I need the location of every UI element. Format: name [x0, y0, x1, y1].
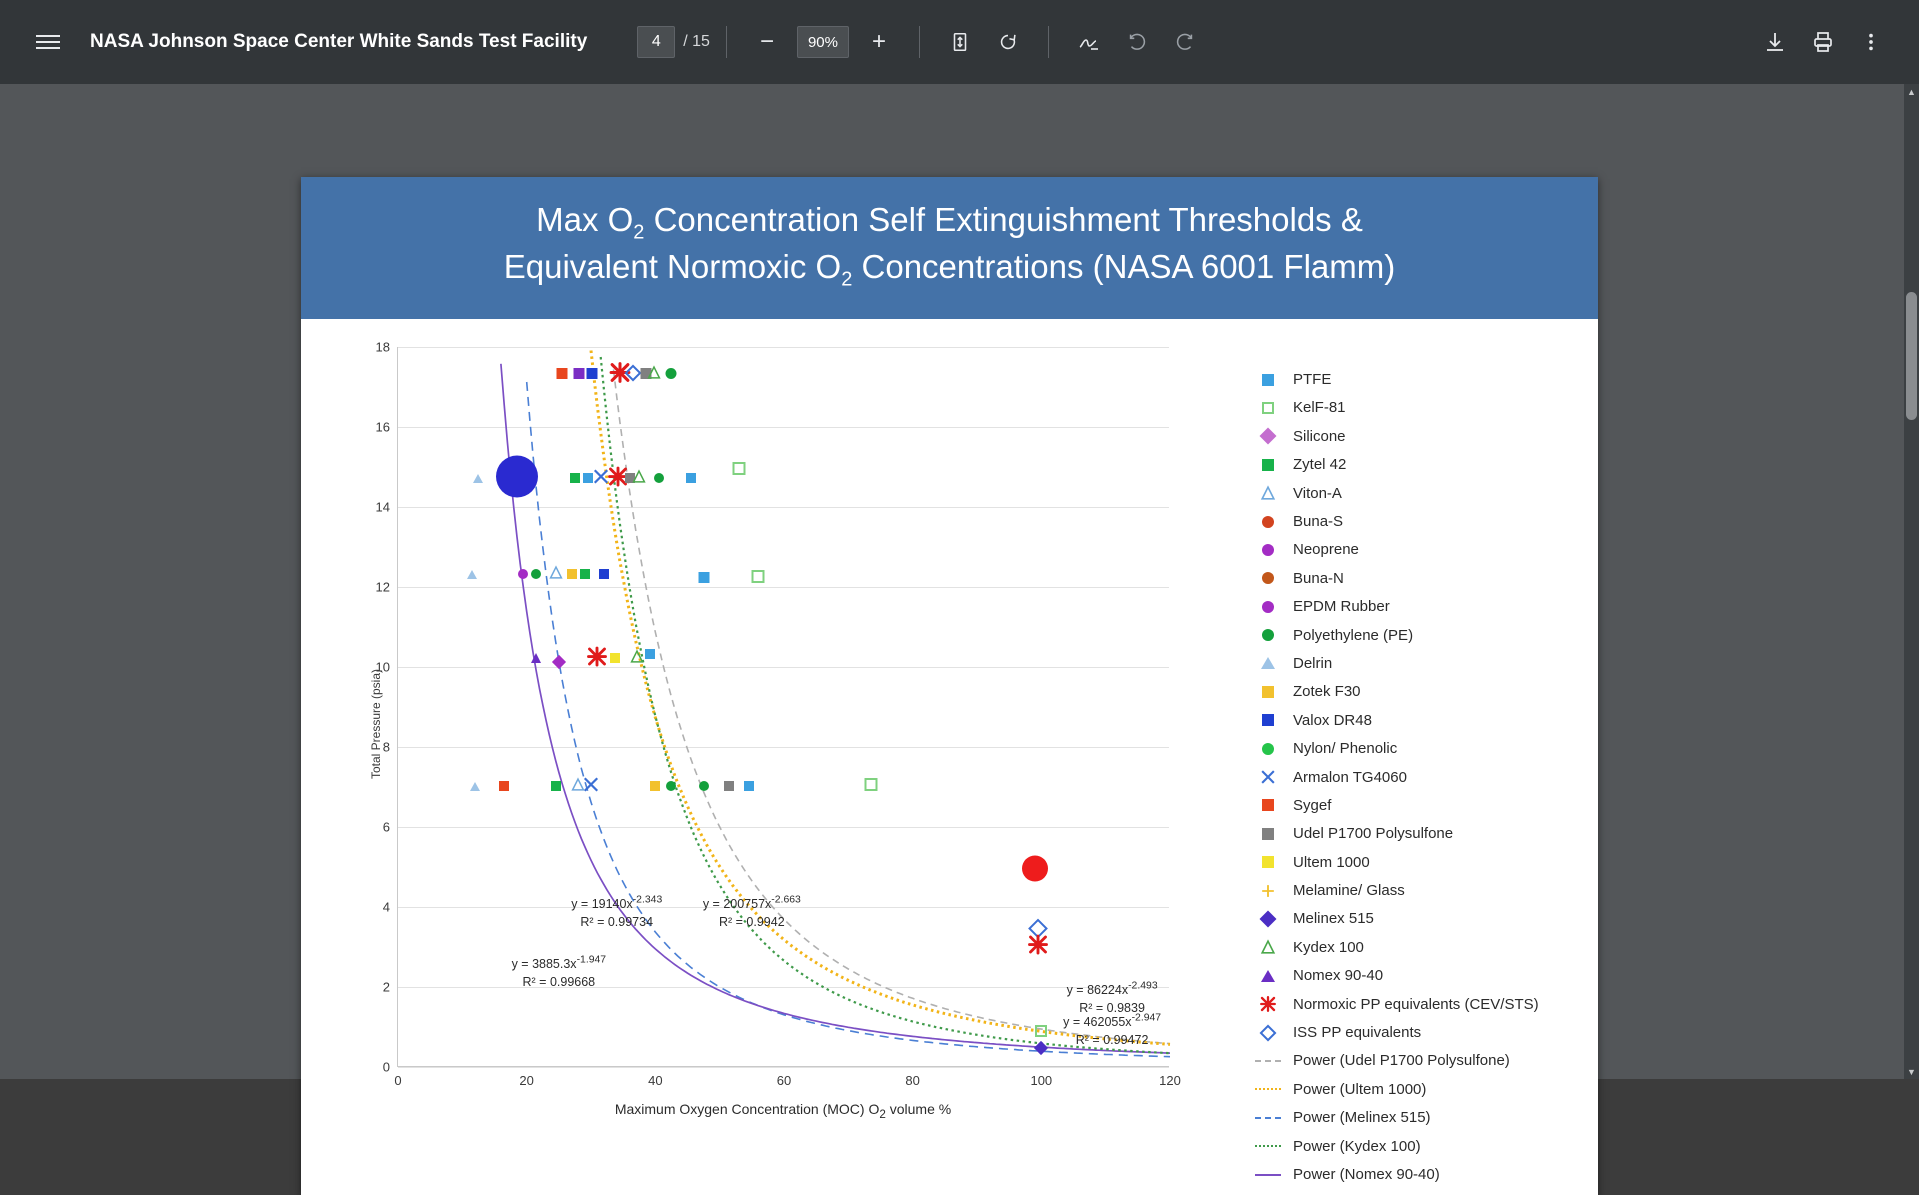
x-axis-tick: 100	[1030, 1073, 1053, 1089]
download-icon[interactable]	[1751, 18, 1799, 66]
pdf-page	[301, 177, 1598, 1195]
y-axis-tick: 10	[375, 659, 390, 675]
legend-item	[1255, 905, 1584, 933]
slide-title-line1-a: Max O	[536, 201, 634, 238]
data-point	[518, 566, 528, 584]
legend-item-label: Power (Nomex 90-40)	[1293, 1166, 1440, 1183]
zoom-in-label: +	[871, 28, 886, 55]
data-point	[654, 470, 664, 488]
data-point	[1036, 1040, 1046, 1058]
x-axis-tick: 20	[519, 1073, 534, 1089]
slide-body	[301, 319, 1598, 1194]
slide-title-line2-a: Equivalent Normoxic O	[503, 248, 842, 286]
square-icon	[1255, 799, 1281, 811]
y-axis-tick: 2	[382, 979, 390, 995]
data-point	[666, 366, 677, 384]
legend-item	[1255, 1160, 1584, 1188]
equation-text: $y = 86224x^{-2.493}$	[1066, 980, 1158, 997]
pdf-toolbar	[0, 0, 1919, 84]
page-navigation	[637, 26, 710, 58]
legend-item	[1255, 1104, 1584, 1132]
pdf-viewer[interactable]	[0, 84, 1919, 1183]
legend-item	[1255, 990, 1584, 1018]
data-point	[551, 778, 561, 796]
legend-item-label: Polyethylene (PE)	[1293, 626, 1414, 644]
diamond-open-icon	[1255, 1027, 1281, 1039]
line-solid-icon	[1255, 1174, 1281, 1176]
zoom-controls	[743, 18, 903, 66]
legend-item-label: Zotek F30	[1293, 683, 1361, 701]
data-point	[610, 650, 620, 668]
legend-item	[1255, 678, 1584, 706]
legend-item-label: Power (Melinex 515)	[1293, 1109, 1431, 1127]
data-point	[1028, 935, 1048, 960]
square-icon	[1255, 459, 1281, 471]
legend-item	[1255, 791, 1584, 819]
more-options-icon[interactable]	[1847, 18, 1895, 66]
legend-item	[1255, 962, 1584, 990]
legend-item-label: Power (Kydex 100)	[1293, 1137, 1421, 1155]
data-point	[584, 777, 599, 797]
legend-item	[1255, 536, 1584, 564]
square-icon	[1255, 374, 1281, 386]
legend-item-label: Melinex 515	[1293, 910, 1374, 928]
circle-icon	[1255, 601, 1281, 613]
x-cross-icon	[1255, 770, 1281, 784]
annotate-icon[interactable]	[1065, 18, 1113, 66]
legend-item-label: Sygef	[1293, 796, 1332, 814]
fit-to-page-icon[interactable]	[936, 18, 984, 66]
r-squared-text: R² = 0.99668	[522, 974, 596, 989]
trendline-equation	[571, 892, 662, 930]
legend-item-label: Delrin	[1293, 654, 1333, 672]
hamburger-menu-icon[interactable]	[24, 18, 72, 66]
legend-item	[1255, 394, 1584, 422]
legend-item-label: PTFE	[1293, 371, 1332, 389]
legend-item	[1255, 451, 1584, 479]
data-point	[645, 646, 655, 664]
data-point	[473, 470, 483, 488]
trendline-equation	[512, 952, 607, 990]
legend-item	[1255, 848, 1584, 876]
legend-item-label: EPDM Rubber	[1293, 598, 1390, 616]
slide-title	[301, 177, 1598, 319]
legend-item-label: Silicone	[1293, 427, 1346, 445]
data-point	[698, 570, 709, 588]
line-dotted-icon	[1255, 1145, 1281, 1147]
grid-line	[398, 1067, 1169, 1068]
legend-item	[1255, 593, 1584, 621]
rotate-icon[interactable]	[984, 18, 1032, 66]
toolbar-divider-2	[919, 26, 920, 58]
legend-item	[1255, 1018, 1584, 1046]
y-axis-tick: 16	[375, 419, 390, 435]
circle-icon	[1255, 629, 1281, 641]
legend-item-label: Buna-S	[1293, 513, 1344, 531]
toolbar-divider-3	[1048, 26, 1049, 58]
legend-item	[1255, 933, 1584, 961]
legend-item	[1255, 564, 1584, 592]
data-point	[554, 654, 564, 672]
y-axis-tick: 8	[382, 739, 390, 755]
data-point	[583, 470, 593, 488]
y-axis-tick: 6	[382, 819, 390, 835]
y-axis-tick: 18	[375, 339, 390, 355]
data-point	[699, 778, 709, 796]
data-point	[627, 366, 639, 384]
data-point	[752, 570, 765, 588]
legend-item	[1255, 479, 1584, 507]
legend-item	[1255, 706, 1584, 734]
legend-item-label: Valox DR48	[1293, 711, 1372, 729]
legend-item	[1255, 1047, 1584, 1075]
legend-item	[1255, 422, 1584, 450]
line-dashed-icon	[1255, 1117, 1281, 1119]
legend-item	[1255, 649, 1584, 677]
legend-item-label: KelF-81	[1293, 399, 1346, 417]
data-point	[632, 470, 645, 488]
data-point	[744, 778, 754, 796]
trendline-equation	[1063, 1010, 1161, 1048]
legend-item	[1255, 876, 1584, 904]
slide-title-line2-sub: 2	[841, 268, 853, 291]
trendline-equation	[703, 892, 801, 930]
redo-icon[interactable]	[1161, 18, 1209, 66]
legend-item	[1255, 365, 1584, 393]
legend-item-label: ISS PP equivalents	[1293, 1024, 1422, 1042]
plus-icon	[1255, 884, 1281, 898]
data-point	[666, 778, 676, 796]
equation-text: $y = 200757x^{-2.663}$	[702, 894, 801, 911]
square-icon	[1255, 714, 1281, 726]
y-axis-tick: 12	[375, 579, 390, 595]
circle-icon	[1255, 572, 1281, 584]
slide-title-line1-sub: 2	[633, 221, 645, 244]
legend-item-label: Melamine/ Glass	[1293, 882, 1405, 900]
data-point	[549, 566, 562, 584]
x-axis-tick: 0	[394, 1073, 402, 1089]
scroll-up-arrow[interactable]: ▲	[1907, 86, 1916, 97]
x-axis-tick: 40	[648, 1073, 663, 1089]
zoom-level-value[interactable]: 90%	[797, 26, 849, 58]
page-number-input[interactable]	[637, 26, 675, 58]
slide-title-line1-b: Concentration Self Extinguishment Thresholds &	[644, 201, 1363, 238]
line-dotted-icon	[1255, 1088, 1281, 1090]
legend-item-label: Nylon/ Phenolic	[1293, 740, 1398, 758]
legend-item	[1255, 763, 1584, 791]
data-point	[570, 470, 580, 488]
line-dashed-icon	[1255, 1060, 1281, 1062]
legend-item	[1255, 507, 1584, 535]
data-point	[686, 470, 696, 488]
y-axis-title: Total Pressure (psia)	[369, 669, 384, 780]
data-point	[648, 366, 661, 384]
data-point	[567, 566, 577, 584]
data-point	[631, 650, 644, 668]
x-axis-tick: 120	[1159, 1073, 1181, 1089]
square-icon	[1255, 686, 1281, 698]
data-point	[470, 778, 480, 796]
equation-text: $y = 3885.3x^{-1.947}$	[511, 954, 607, 971]
triangle-open-icon	[1255, 486, 1281, 500]
y-axis-tick: 0	[382, 1059, 390, 1075]
scrollbar-thumb[interactable]	[1906, 292, 1917, 420]
legend-item	[1255, 1132, 1584, 1160]
legend-item-label: Neoprene	[1293, 541, 1359, 559]
print-icon[interactable]	[1799, 18, 1847, 66]
triangle-icon	[1255, 657, 1281, 669]
y-axis-tick: 4	[382, 899, 390, 915]
page-title: NASA Johnson Space Center White Sands Test Facility	[90, 31, 588, 52]
legend-item-label: Viton-A	[1293, 484, 1342, 502]
data-point	[467, 566, 477, 584]
legend-item-label: Power (Ultem 1000)	[1293, 1080, 1427, 1098]
chart-legend	[1215, 329, 1584, 1188]
circle-icon	[1255, 743, 1281, 755]
toolbar-divider-1	[726, 26, 727, 58]
equation-text: $y = 462055x^{-2.947}$	[1063, 1012, 1162, 1029]
scatter-chart	[315, 329, 1215, 1122]
diamond-icon	[1255, 430, 1281, 442]
circle-icon	[1255, 516, 1281, 528]
legend-item-label: Udel P1700 Polysulfone	[1293, 825, 1454, 843]
triangle-icon	[1255, 970, 1281, 982]
legend-item-label: Zytel 42	[1293, 456, 1347, 474]
legend-item	[1255, 820, 1584, 848]
legend-item-label: Nomex 90-40	[1293, 967, 1384, 985]
page-total-label: / 15	[683, 33, 710, 50]
data-point	[531, 566, 541, 584]
star-x-icon	[1255, 996, 1281, 1012]
x-axis-title: Maximum Oxygen Concentration (MOC) $O_2$ volume %	[614, 1101, 952, 1122]
data-point	[586, 366, 597, 384]
x-axis-tick: 80	[905, 1073, 920, 1089]
circle-icon	[1255, 544, 1281, 556]
legend-item	[1255, 734, 1584, 762]
zoom-out-button[interactable]	[743, 18, 791, 66]
square-icon	[1255, 828, 1281, 840]
data-point	[531, 650, 541, 668]
legend-item-label: Ultem 1000	[1293, 853, 1370, 871]
triangle-open-icon	[1255, 940, 1281, 954]
data-point	[732, 462, 745, 480]
undo-icon[interactable]	[1113, 18, 1161, 66]
r-squared-text: R² = 0.99734	[580, 914, 654, 929]
r-squared-text: R² = 0.99472	[1075, 1032, 1149, 1047]
square-open-icon	[1255, 402, 1281, 414]
square-icon	[1255, 856, 1281, 868]
diamond-icon	[1255, 913, 1281, 925]
data-point	[724, 778, 734, 796]
zoom-in-button[interactable]	[855, 18, 903, 66]
legend-item-label: Normoxic PP equivalents (CEV/STS)	[1293, 995, 1539, 1013]
scroll-down-arrow[interactable]: ▼	[1907, 1066, 1916, 1077]
data-point	[1022, 856, 1048, 887]
data-point	[587, 647, 607, 672]
data-point	[650, 778, 660, 796]
data-point	[499, 778, 509, 796]
legend-item-label: Armalon TG4060	[1293, 768, 1407, 786]
r-squared-text: R² = 0.9942	[718, 914, 785, 929]
data-point	[593, 469, 608, 489]
legend-item-label: Buna-N	[1293, 569, 1344, 587]
legend-item	[1255, 621, 1584, 649]
slide-title-line2-b: Concentrations (NASA 6001 Flamm)	[852, 248, 1396, 286]
data-point	[496, 456, 538, 503]
data-point	[864, 778, 877, 796]
data-point	[574, 366, 585, 384]
vertical-scrollbar[interactable]	[1904, 84, 1919, 1079]
legend-item-label: Kydex 100	[1293, 938, 1364, 956]
r-squared-text: R² = 0.9839	[1079, 1000, 1145, 1015]
data-point	[557, 366, 568, 384]
zoom-out-label: −	[759, 28, 774, 55]
legend-item-label: Power (Udel P1700 Polysulfone)	[1293, 1052, 1510, 1070]
equation-text: $y = 19140x^{-2.343}$	[571, 894, 663, 911]
y-axis-tick: 14	[375, 499, 390, 515]
data-point	[580, 566, 590, 584]
legend-item	[1255, 1075, 1584, 1103]
x-axis-tick: 60	[776, 1073, 792, 1089]
data-point	[599, 566, 609, 584]
